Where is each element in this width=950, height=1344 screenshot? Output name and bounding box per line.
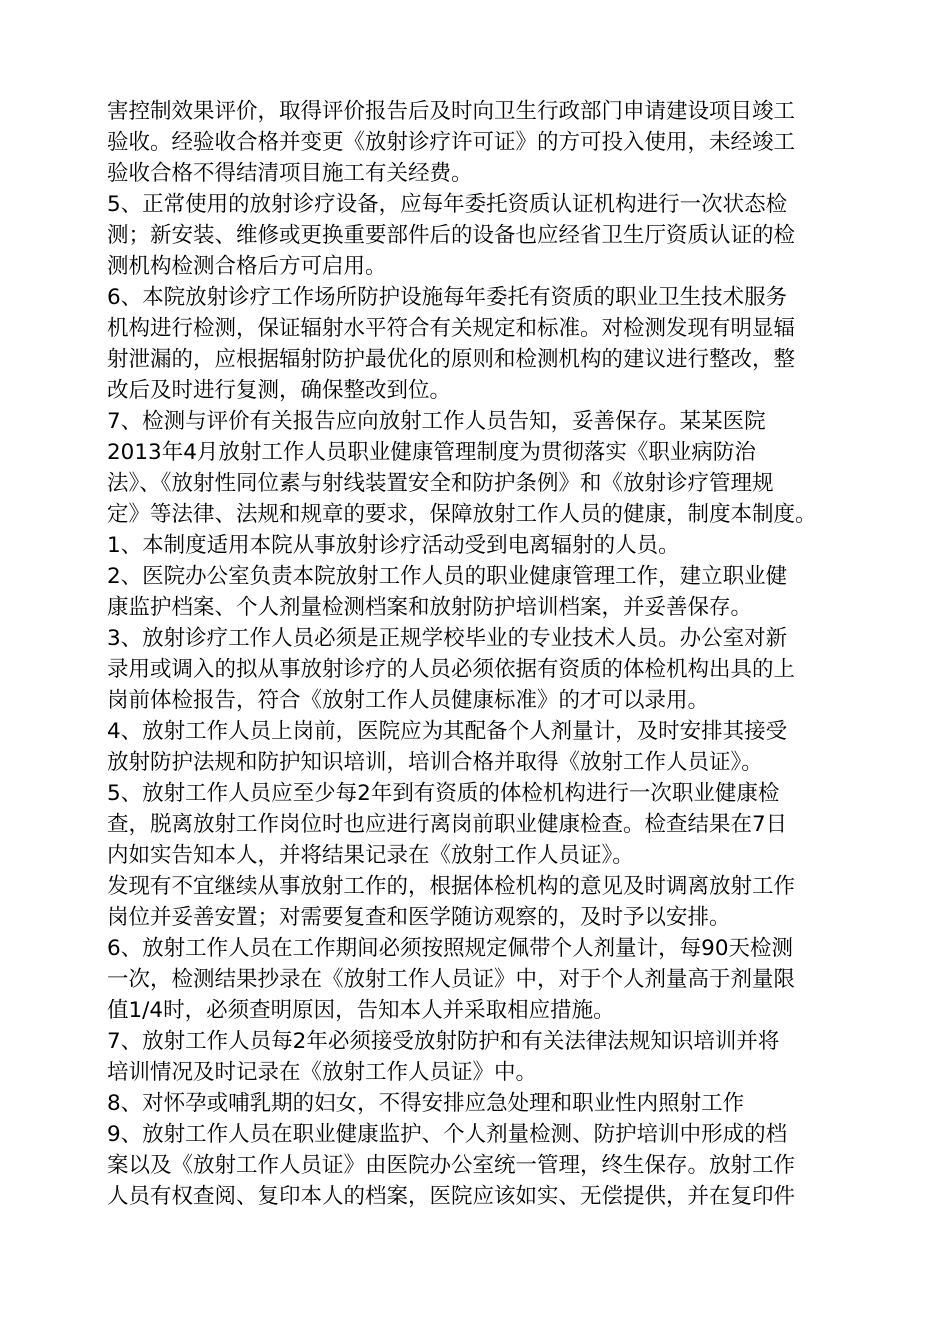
text-line: 8、对怀孕或哺乳期的妇女，不得安排应急处理和职业性内照射工作: [107, 1091, 745, 1116]
text-line: 岗位并妥善安置；对需要复查和医学随访观察的，及时予以安排。: [107, 905, 731, 930]
text-line: 7、检测与评价有关报告应向放射工作人员告知，妥善保存。某某医院: [107, 409, 766, 434]
text-line: 康监护档案、个人剂量检测档案和放射防护培训档案，并妥善保存。: [107, 595, 753, 620]
text-line: 岗前体检报告，符合《放射工作人员健康标准》的才可以录用。: [107, 688, 710, 713]
text-line: 2013年4月放射工作人员职业健康管理制度为贯彻落实《职业病防治: [107, 440, 756, 465]
text-line: 9、放射工作人员在职业健康监护、个人剂量检测、防护培训中形成的档: [107, 1122, 788, 1147]
text-line: 测机构检测合格后方可启用。: [107, 254, 387, 279]
text-line: 发现有不宜继续从事放射工作的，根据体检机构的意见及时调离放射工作: [107, 874, 796, 899]
text-line: 放射防护法规和防护知识培训，培训合格并取得《放射工作人员证》。: [107, 750, 763, 775]
text-line: 查，脱离放射工作岗位时也应进行离岗前职业健康检查。检查结果在7日: [107, 812, 788, 837]
text-line: 案以及《放射工作人员证》由医院办公室统一管理，终生保存。放射工作: [107, 1153, 796, 1178]
text-line: 一次，检测结果抄录在《放射工作人员证》中，对于个人剂量高于剂量限: [107, 967, 796, 992]
text-line: 验收。经验收合格并变更《放射诊疗许可证》的方可投入使用，未经竣工: [107, 130, 796, 155]
text-line: 7、放射工作人员每2年必须接受放射防护和有关法律法规知识培训并将: [107, 1029, 780, 1054]
text-line: 害控制效果评价，取得评价报告后及时向卫生行政部门申请建设项目竣工: [107, 99, 796, 124]
text-line: 5、正常使用的放射诊疗设备，应每年委托资质认证机构进行一次状态检: [107, 192, 788, 217]
document-body: [107, 96, 867, 1212]
text-line: 录用或调入的拟从事放射诊疗的人员必须依据有资质的体检机构出具的上: [107, 657, 796, 682]
text-line: 2、医院办公室负责本院放射工作人员的职业健康管理工作，建立职业健: [107, 564, 788, 589]
text-line: 培训情况及时记录在《放射工作人员证》中。: [107, 1060, 538, 1085]
text-line: 射泄漏的，应根据辐射防护最优化的原则和检测机构的建议进行整改，整: [107, 347, 796, 372]
text-line: 测；新安装、维修或更换重要部件后的设备也应经省卫生厅资质认证的检: [107, 223, 796, 248]
text-line: 1、本制度适用本院从事放射诊疗活动受到电离辐射的人员。: [107, 533, 680, 558]
text-line: 机构进行检测，保证辐射水平符合有关规定和标准。对检测发现有明显辐: [107, 316, 796, 341]
text-line: 6、本院放射诊疗工作场所防护设施每年委托有资质的职业卫生技术服务: [107, 285, 788, 310]
text-line: 内如实告知本人，并将结果记录在《放射工作人员证》。: [107, 843, 634, 868]
text-line: 人员有权查阅、复印本人的档案，医院应该如实、无偿提供，并在复印件: [107, 1184, 796, 1209]
text-line: 改后及时进行复测，确保整改到位。: [107, 378, 452, 403]
text-line: 验收合格不得结清项目施工有关经费。: [107, 161, 473, 186]
text-line: 法》、《放射性同位素与射线装置安全和防护条例》和《放射诊疗管理规: [107, 471, 774, 496]
text-line: 4、放射工作人员上岗前，医院应为其配备个人剂量计，及时安排其接受: [107, 719, 788, 744]
text-line: 6、放射工作人员在工作期间必须按照规定佩带个人剂量计，每90天检测: [107, 936, 794, 961]
text-line: 5、放射工作人员应至少每2年到有资质的体检机构进行一次职业健康检: [107, 781, 780, 806]
text-line: 值1/4时，必须查明原因，告知本人并采取相应措施。: [107, 998, 615, 1023]
text-line: 3、放射诊疗工作人员必须是正规学校毕业的专业技术人员。办公室对新: [107, 626, 788, 651]
text-line: 定》等法律、法规和规章的要求，保障放射工作人员的健康，制度本制度。: [107, 502, 817, 527]
